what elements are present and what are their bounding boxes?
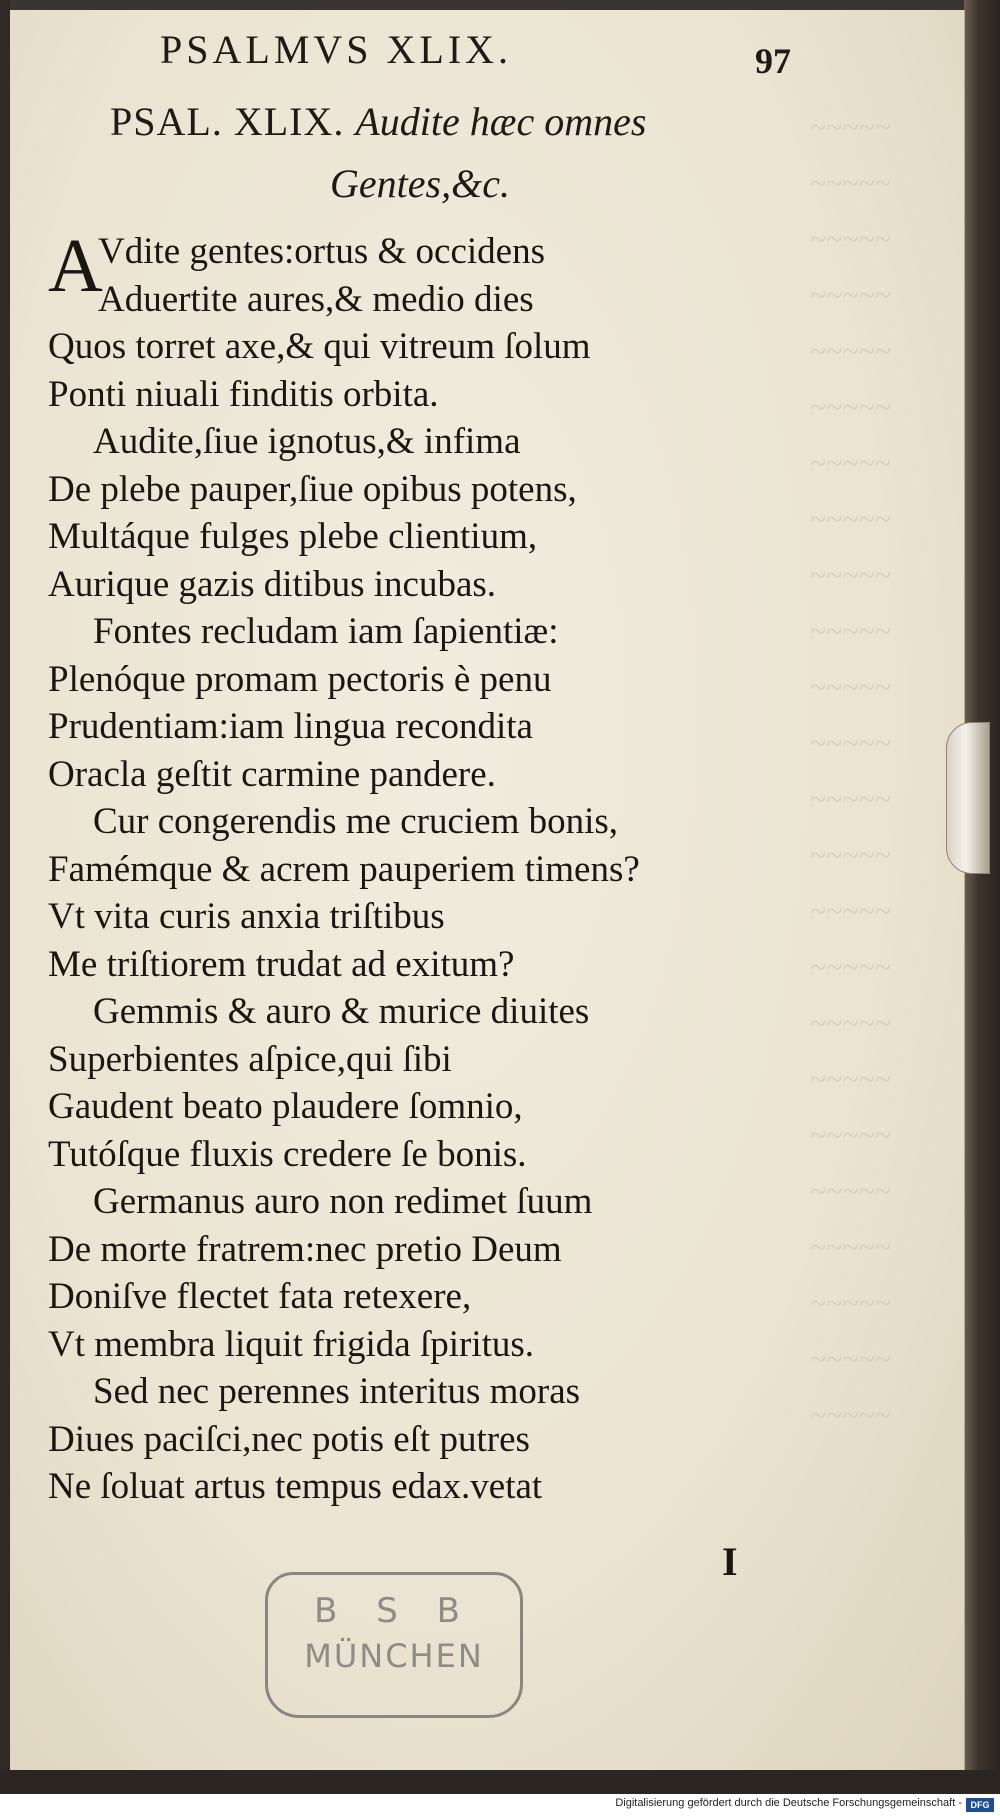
verse-line: Famémque & acrem pauperiem timens? xyxy=(48,848,640,890)
verse-line: Cur congerendis me cruciem bonis, xyxy=(93,801,619,842)
verse-line: Gaudent beato plaudere ſomnio, xyxy=(48,1086,523,1127)
page-number: 97 xyxy=(755,41,791,81)
verse-line: Superbientes aſpice,qui ſibi xyxy=(48,1038,452,1080)
verse-line: Diues paciſci,nec potis eſt putres xyxy=(48,1418,530,1460)
verse-line: Sed nec perennes interitus moras xyxy=(93,1371,581,1412)
dfg-logo-badge: DFG xyxy=(966,1798,994,1812)
verse-line: Germanus auro non redimet ſuum xyxy=(93,1181,593,1222)
verse-line: Aduertite aures,& medio dies xyxy=(98,278,534,320)
verse-line: Gemmis & auro & murice diuites xyxy=(93,991,590,1032)
verse-line: Vt vita curis anxia triſtibus xyxy=(48,896,445,937)
psalm-title xyxy=(110,98,790,145)
verse-block xyxy=(48,224,808,1511)
verse-line: Oracla geſtit carmine pandere. xyxy=(48,753,496,795)
psalm-title-roman: PSAL. XLIX. xyxy=(110,99,345,144)
verse-line: Multáque fulges plebe clientium, xyxy=(48,516,538,557)
scan-edge-left xyxy=(0,0,10,1816)
verse-line: Me triſtiorem trudat ad exitum? xyxy=(48,943,515,985)
verse-line: Vt membra liquit frigida ſpiritus. xyxy=(48,1323,535,1365)
drop-cap: A xyxy=(48,224,103,308)
verse-line: Aurique gazis ditibus incubas. xyxy=(48,563,497,605)
verse-line: Quos torret axe,& qui vitreum ſolum xyxy=(48,326,591,367)
signature-mark: I xyxy=(722,1539,738,1584)
verse-line: Ponti niuali finditis orbita. xyxy=(48,373,439,415)
verse-line: Prudentiam:iam lingua recondita xyxy=(48,706,533,747)
verse-line: De plebe pauper,ſiue opibus potens, xyxy=(48,468,577,510)
funding-credit: Digitalisierung gefördert durch die Deutsche Forschungsgemeinschaft - xyxy=(615,1797,962,1809)
psalm-title-incipit: Audite hæc omnes xyxy=(355,99,647,144)
show-through-text: ~~~~~ ~~~~~ ~~~~~ ~~~~~ ~~~~~ ~~~~~ ~~~~~ ~~~~~ ~~~~~ ~~~~~ ~~~~~ ~~~~~ ~~~~~ ~~~~~ ~~~~~ ~~~~~ ~~~~~ ~~~~~ ~~~~~ ~~~~~ ~~~~~ ~~~~~ ~~~~~ ~~~~~ xyxy=(810,111,892,1432)
scan-edge-top xyxy=(0,0,1000,10)
verse-line: Doniſve flectet fata retexere, xyxy=(48,1276,472,1317)
library-stamp xyxy=(265,1572,523,1718)
stamp-line-2: MÜNCHEN xyxy=(304,1637,484,1675)
verse-line: Ne ſoluat artus tempus edax.vetat xyxy=(48,1466,543,1507)
verse-line: Fontes recludam iam ſapientiæ: xyxy=(93,611,559,652)
book-clasp xyxy=(946,722,990,874)
verse-line: Vdite gentes:ortus & occidens xyxy=(98,231,545,272)
verse-line: Tutóſque fluxis credere ſe bonis. xyxy=(48,1133,527,1175)
verse-line: Audite,ſiue ignotus,& infima xyxy=(93,421,521,462)
running-head: PSALMVS XLIX. xyxy=(160,27,513,72)
stamp-line-1: B S B xyxy=(314,1591,474,1631)
scan-edge-bottom xyxy=(0,1770,1000,1794)
verse-line: Plenóque promam pectoris è penu xyxy=(48,658,552,700)
psalm-title-continuation: Gentes,&c. xyxy=(330,161,510,206)
verse-line: De morte fratrem:nec pretio Deum xyxy=(48,1228,562,1270)
